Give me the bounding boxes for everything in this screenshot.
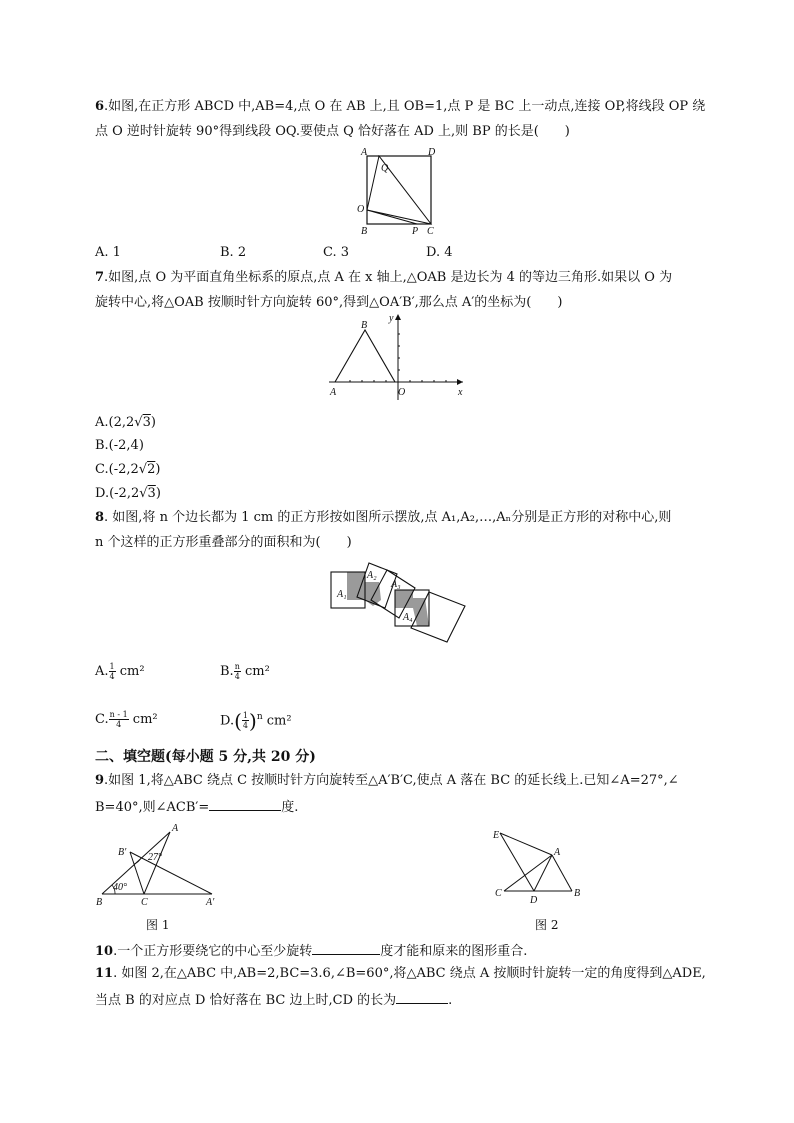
q8-option-c: C. $\frac{n - 1}{4}$ cm² xyxy=(95,710,158,729)
q8-option-a-fraction: $\frac{1}{4}$ xyxy=(109,662,115,681)
fig2-label-d: D xyxy=(530,895,538,906)
q6-label-q: Q xyxy=(381,163,389,174)
q7-option-b: B.(-2,4) xyxy=(95,438,144,453)
q7-number: 7 xyxy=(95,270,105,285)
q8-line2: n 个这样的正方形重叠部分的面积和为( ) xyxy=(95,535,352,550)
q9-line1: 9.如图 1,将△ABC 绕点 C 按顺时针方向旋转至△A′B′C,使点 A 落在 BC 的延长线上.已知∠A=27°,∠ xyxy=(95,773,679,788)
q7-label-x: x xyxy=(458,387,463,398)
q9-label-a: A xyxy=(172,823,179,834)
q7-option-c: C.(-2,2√2) xyxy=(95,462,161,477)
q9-answer-blank[interactable] xyxy=(209,796,281,811)
q7-line2: 旋转中心,将△OAB 按顺时针方向旋转 60°,得到△OA′B′,那么点 A′的坐标为( ) xyxy=(95,295,563,310)
q11-line1: 11. 如图 2,在△ABC 中,AB=2,BC=3.6,∠B=60°,将△ABC 绕点 A 按顺时针旋转一定的角度得到△ADE, xyxy=(95,966,706,981)
q11-line2: 当点 B 的对应点 D 恰好落在 BC 边上时,CD 的长为 . xyxy=(95,989,452,1011)
q6-line1: 6.如图,在正方形 ABCD 中,AB=4,点 O 在 AB 上,且 OB=1,点 P 是 BC 上一动点,连接 OP,将线段 OP 绕 xyxy=(95,99,706,114)
q6-figure xyxy=(355,148,445,238)
q6-label-c: C xyxy=(427,226,434,237)
q7-figure xyxy=(325,312,470,402)
q9-figure-1 xyxy=(92,822,227,907)
q7-line1: 7.如图,点 O 为平面直角坐标系的原点,点 A 在 x 轴上,△OAB 是边长为 4 的等边三角形.如果以 O 为 xyxy=(95,270,673,285)
q6-label-a: A xyxy=(361,147,368,158)
fig2-label-a: A xyxy=(554,847,561,858)
fig2-label-c: C xyxy=(495,888,502,899)
figure-2 xyxy=(490,825,585,906)
q9-label-b-prime: B′ xyxy=(118,847,127,858)
q9-label-a-prime: A′ xyxy=(206,897,215,908)
q9-line2: B=40°,则∠ACB′= 度. xyxy=(95,796,298,818)
q7-option-d: D.(-2,2√3) xyxy=(95,486,161,501)
q7-label-y: y xyxy=(389,313,394,324)
q7-label-a: A xyxy=(330,387,337,398)
q9-label-c: C xyxy=(141,897,148,908)
q8-label-a4: A₄ xyxy=(403,612,413,623)
q10-line: 10.一个正方形要绕它的中心至少旋转 度才能和原来的图形重合. xyxy=(95,940,527,962)
q8-option-a: A. $\frac{1}{4}$ cm² xyxy=(95,662,145,681)
q8-option-b-fraction: $\frac{n}{4}$ xyxy=(234,662,240,681)
q8-label-a3: A₃ xyxy=(391,579,401,590)
q7-label-b: B xyxy=(361,320,368,331)
q8-number: 8 xyxy=(95,510,105,525)
q8-line1: 8. 如图,将 n 个边长都为 1 cm 的正方形按如图所示摆放,点 A₁,A₂,…,Aₙ分别是正方形的对称中心,则 xyxy=(95,510,672,525)
q8-option-d-fraction: $\frac{1}{4}$ xyxy=(242,711,248,731)
fig2-label-b: B xyxy=(574,888,581,899)
q9-angle-27: 27° xyxy=(148,852,162,863)
q6-label-b: B xyxy=(361,226,368,237)
figure-2-caption: 图 2 xyxy=(535,918,559,932)
q9-angle-40: 40° xyxy=(113,882,127,893)
q6-option-b: B. 2 xyxy=(220,245,247,260)
q8-option-b: B. $\frac{n}{4}$ cm² xyxy=(220,662,270,681)
q6-option-c: C. 3 xyxy=(323,245,350,260)
fig2-label-e: E xyxy=(493,830,500,841)
q10-answer-blank[interactable] xyxy=(312,940,380,955)
q6-label-d: D xyxy=(428,147,436,158)
q6-number: 6 xyxy=(95,99,105,114)
q8-label-a1: A₁ xyxy=(337,589,347,600)
q11-number: 11 xyxy=(95,966,114,981)
q10-number: 10 xyxy=(95,944,114,959)
q6-option-a: A. 1 xyxy=(95,245,121,260)
q8-label-a2: A₂ xyxy=(367,570,377,581)
q9-number: 9 xyxy=(95,773,105,788)
q6-line2: 点 O 逆时针旋转 90°得到线段 OQ.要使点 Q 恰好落在 AD 上,则 BP 的长是( ) xyxy=(95,124,570,139)
q11-answer-blank[interactable] xyxy=(396,989,448,1004)
q7-option-a: A.(2,2√3) xyxy=(95,415,156,430)
q6-label-p: P xyxy=(412,226,419,237)
q6-label-o: O xyxy=(357,204,365,215)
q8-figure xyxy=(325,560,470,645)
q6-option-d: D. 4 xyxy=(426,245,453,260)
q9-label-b: B xyxy=(96,897,103,908)
q7-label-o: O xyxy=(398,387,406,398)
figure-1-caption: 图 1 xyxy=(146,918,170,932)
q8-option-c-fraction: $\frac{n - 1}{4}$ xyxy=(109,710,128,729)
section-fill-in-blank-title: 二、填空题(每小题 5 分,共 20 分) xyxy=(95,749,316,765)
q8-option-d: D.( $\frac{1}{4}$ )$^n$ cm² xyxy=(220,708,292,733)
